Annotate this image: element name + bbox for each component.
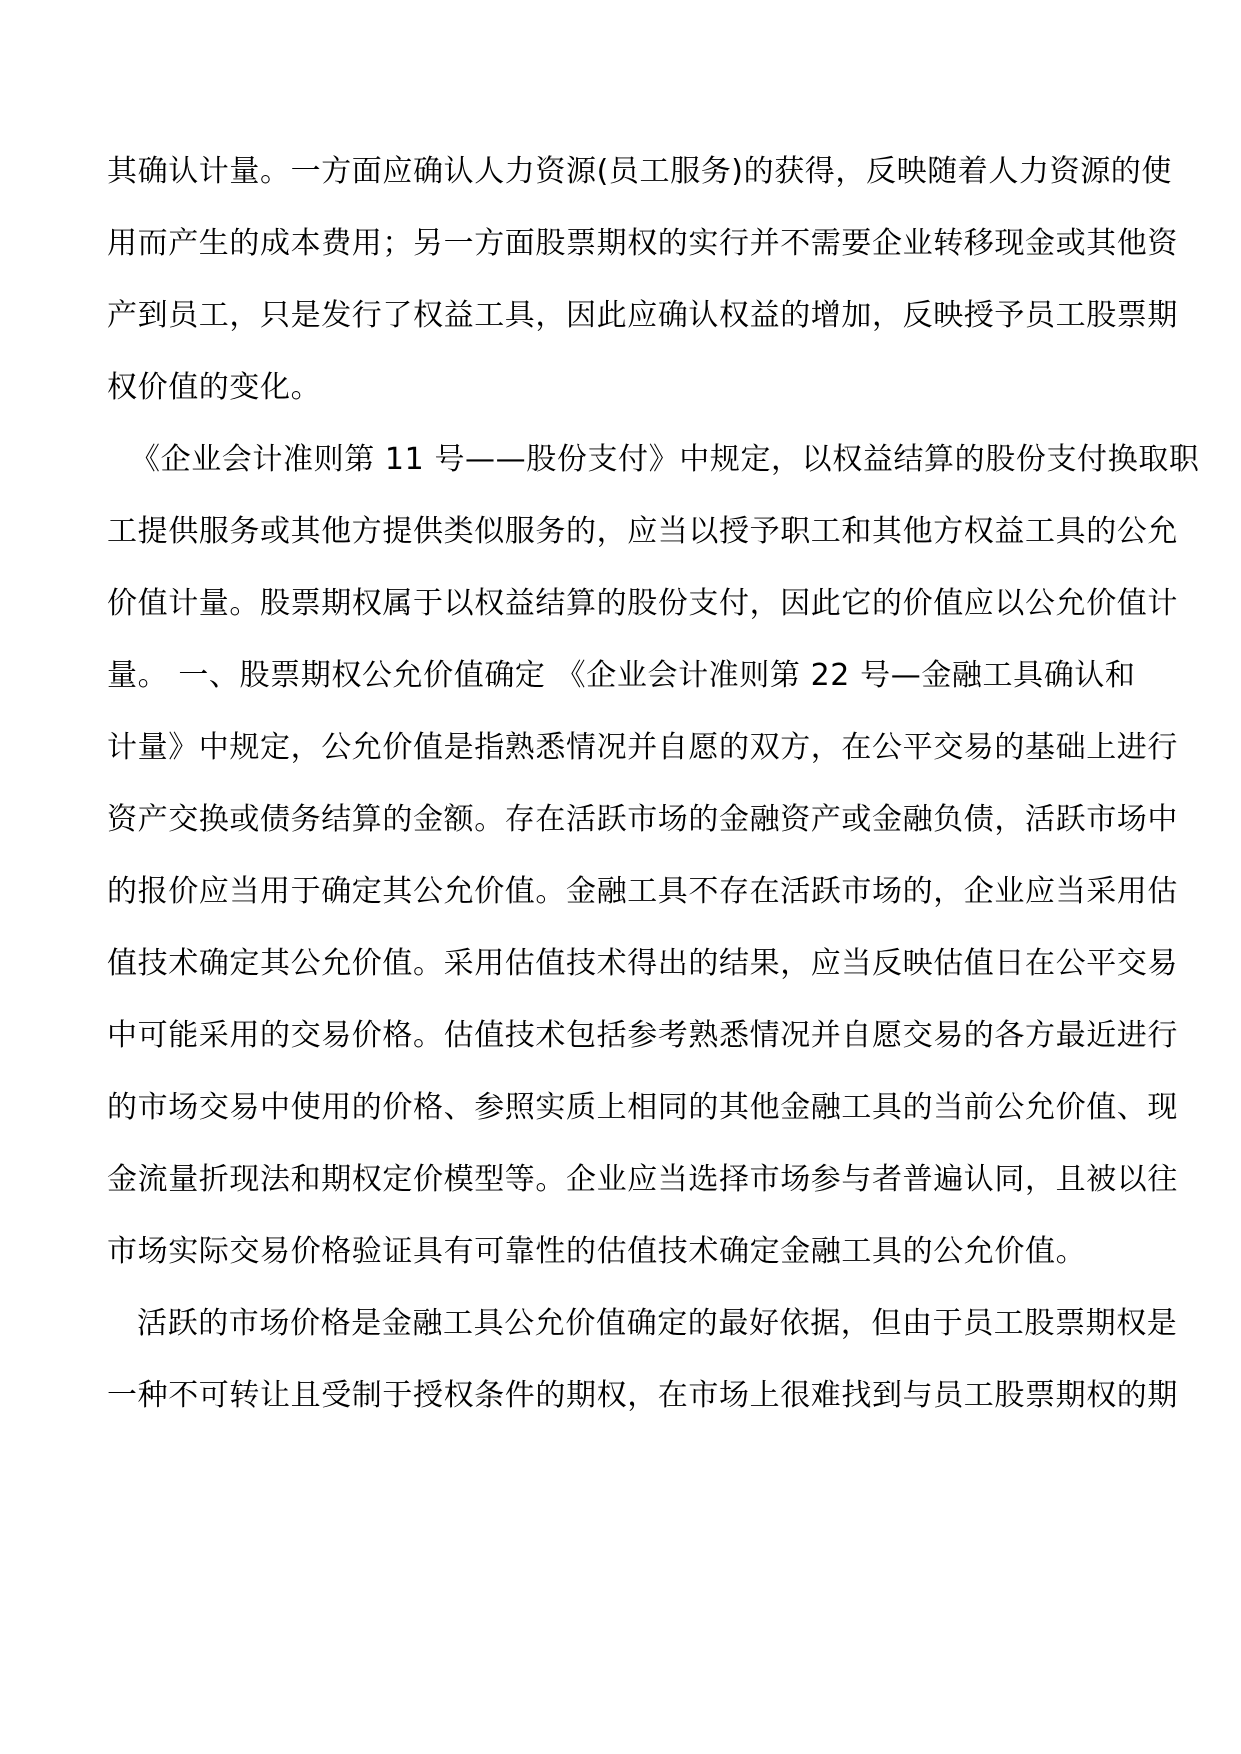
text-line: 产到员工，只是发行了权益工具，因此应确认权益的增加，反映授予员工股票期 — [107, 298, 1178, 333]
text-line: 市场实际交易价格验证具有可靠性的估值技术确定金融工具的公允价值。 — [107, 1234, 1087, 1269]
text-line: 值技术确定其公允价值。采用估值技术得出的结果，应当反映估值日在公平交易 — [107, 946, 1178, 981]
text-line: 活跃的市场价格是金融工具公允价值确定的最好依据，但由于员工股票期权是 — [137, 1306, 1178, 1341]
text-line: 中可能采用的交易价格。估值技术包括参考熟悉情况并自愿交易的各方最近进行 — [107, 1018, 1178, 1053]
text-line: 用而产生的成本费用；另一方面股票期权的实行并不需要企业转移现金或其他资 — [107, 226, 1178, 261]
text-line: 权价值的变化。 — [107, 370, 322, 405]
text-line: 金流量折现法和期权定价模型等。企业应当选择市场参与者普遍认同，且被以往 — [107, 1162, 1178, 1197]
text-line: 其确认计量。一方面应确认人力资源(员工服务)的获得，反映随着人力资源的使 — [107, 154, 1173, 189]
text-line: 一种不可转让且受制于授权条件的期权，在市场上很难找到与员工股票期权的期 — [107, 1378, 1178, 1413]
text-line: 价值计量。股票期权属于以权益结算的股份支付，因此它的价值应以公允价值计 — [107, 586, 1178, 621]
text-line: 的市场交易中使用的价格、参照实质上相同的其他金融工具的当前公允价值、现 — [107, 1090, 1178, 1125]
text-line: 的报价应当用于确定其公允价值。金融工具不存在活跃市场的，企业应当采用估 — [107, 874, 1178, 909]
text-line: 工提供服务或其他方提供类似服务的，应当以授予职工和其他方权益工具的公允 — [107, 514, 1178, 549]
text-line: 资产交换或债务结算的金额。存在活跃市场的金融资产或金融负债，活跃市场中 — [107, 802, 1178, 837]
text-line: 《企业会计准则第 11 号——股份支付》中规定，以权益结算的股份支付换取职 — [130, 442, 1200, 477]
text-line: 量。 一、股票期权公允价值确定 《企业会计准则第 22 号—金融工具确认和 — [107, 658, 1136, 693]
text-line: 计量》中规定，公允价值是指熟悉情况并自愿的双方，在公平交易的基础上进行 — [107, 730, 1178, 765]
